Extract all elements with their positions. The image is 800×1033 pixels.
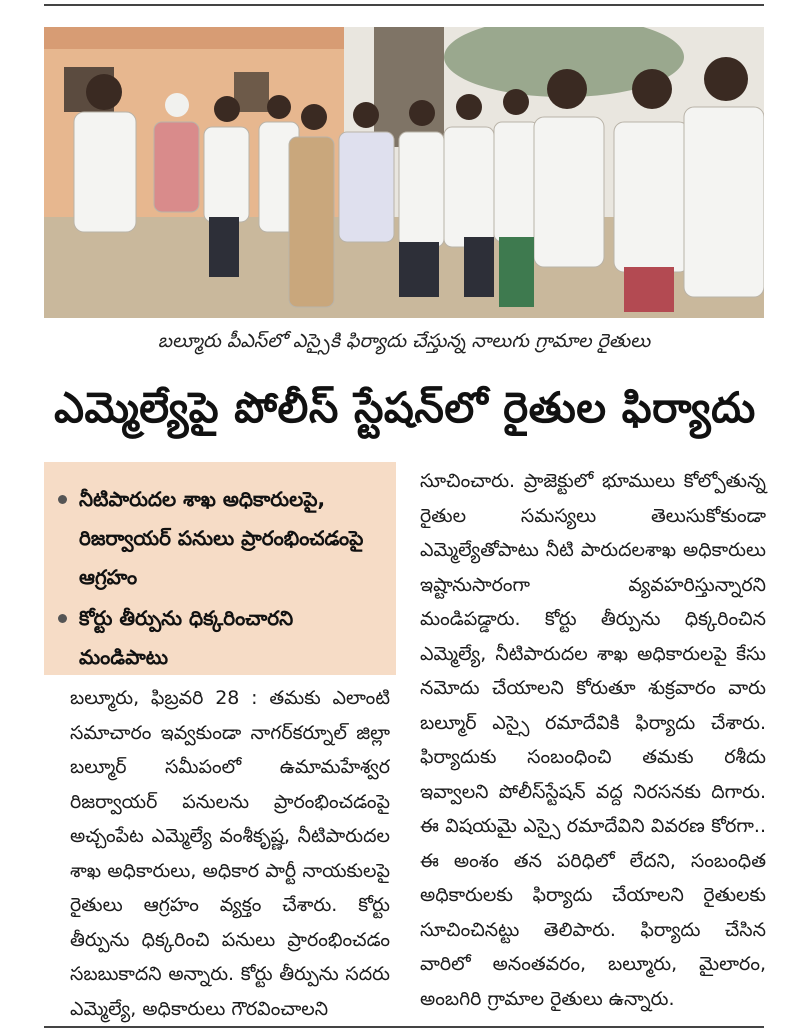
body-column-right: సూచించారు. ప్రాజెక్టులో భూములు కోల్పోతున్న రైతుల సమస్యలు తెలుసుకోకుండా ఎమ్మెల్యేతోపాటు నీటి పారుదలశాఖ అధికారులు ఇష్టానుసారంగా వ్యవహరిస్తున్నారని మండిపడ్డారు. కోర్టు తీర్పును ధిక్కరించిన ఎమ్మెల్యే, నీటిపారుదల శాఖ అధికారులపై కేసు నమోదు చేయాలని కోరుతూ శుక్రవారం వారు బల్మూర్ ఎస్సై రమాదేవికి ఫిర్యాదు చేశారు. ఫిర్యాదుకు సంబంధించి తమకు రశీదు ఇవ్వాలని పోలీస్‌స్టేషన్ వద్ద నిరసనకు దిగారు. ఈ విషయమై ఎస్సై రమాదేవిని వివరణ కోరగా.. ఈ అంశం తన పరిధిలో లేదని, సంబంధిత అధికారులకు ఫిర్యాదు చేయాలని రైతులకు సూచించినట్టు తెలిపారు. ఫిర్యాదు చేసిన వారిలో అనంతవరం, బల్మూరు, మైలారం, అంబగిరి గ్రామాల రైతులు ఉన్నారు.: [420, 470, 766, 1010]
news-photo: [44, 27, 764, 318]
photo-illustration: [44, 27, 764, 318]
bullet-icon: [58, 614, 67, 623]
top-rule: [44, 0, 764, 6]
bottom-rule: [44, 1026, 764, 1028]
photo-caption: బల్మూరు పీఎస్‌లో ఎస్సైకి ఫిర్యాదు చేస్తున్న నాలుగు గ్రామాల రైతులు: [157, 330, 651, 352]
headline: ఎమ్మెల్యేపై పోలీస్ స్టేషన్‌లో రైతుల ఫిర్యాదు: [54, 383, 756, 432]
highlight-text: నీటిపారుదల శాఖ అధికారులపై, రిజర్వాయర్ పనులు ప్రారంభించడంపై ఆగ్రహం: [79, 487, 364, 589]
bullet-icon: [58, 495, 67, 504]
highlight-item: [58, 599, 386, 677]
highlights-box: [44, 462, 396, 675]
body-column-left: బల్మూరు, ఫిబ్రవరి 28 : తమకు ఎలాంటి సమాచారం ఇవ్వకుండా నాగర్‌కర్నూల్ జిల్లా బల్మూర్ సమీపంలో ఉమామహేశ్వర రిజర్వాయర్ పనులను ప్రారంభించడంపై అచ్చంపేట ఎమ్మెల్యే వంశీకృష్ణ, నీటిపారుదల శాఖ అధికారులు, అధికార పార్టీ నాయకులపై రైతులు ఆగ్రహం వ్యక్తం చేశారు. కోర్టు తీర్పును ధిక్కరించి పనులు ప్రారంభించడం సబబుకాదని అన్నారు. కోర్టు తీర్పును సదరు ఎమ్మెల్యే, అధికారులు గౌరవించాలని: [70, 687, 390, 1020]
highlight-text: కోర్టు తీర్పును ధిక్కరించారని మండిపాటు: [79, 606, 294, 669]
highlight-item: [58, 480, 386, 597]
